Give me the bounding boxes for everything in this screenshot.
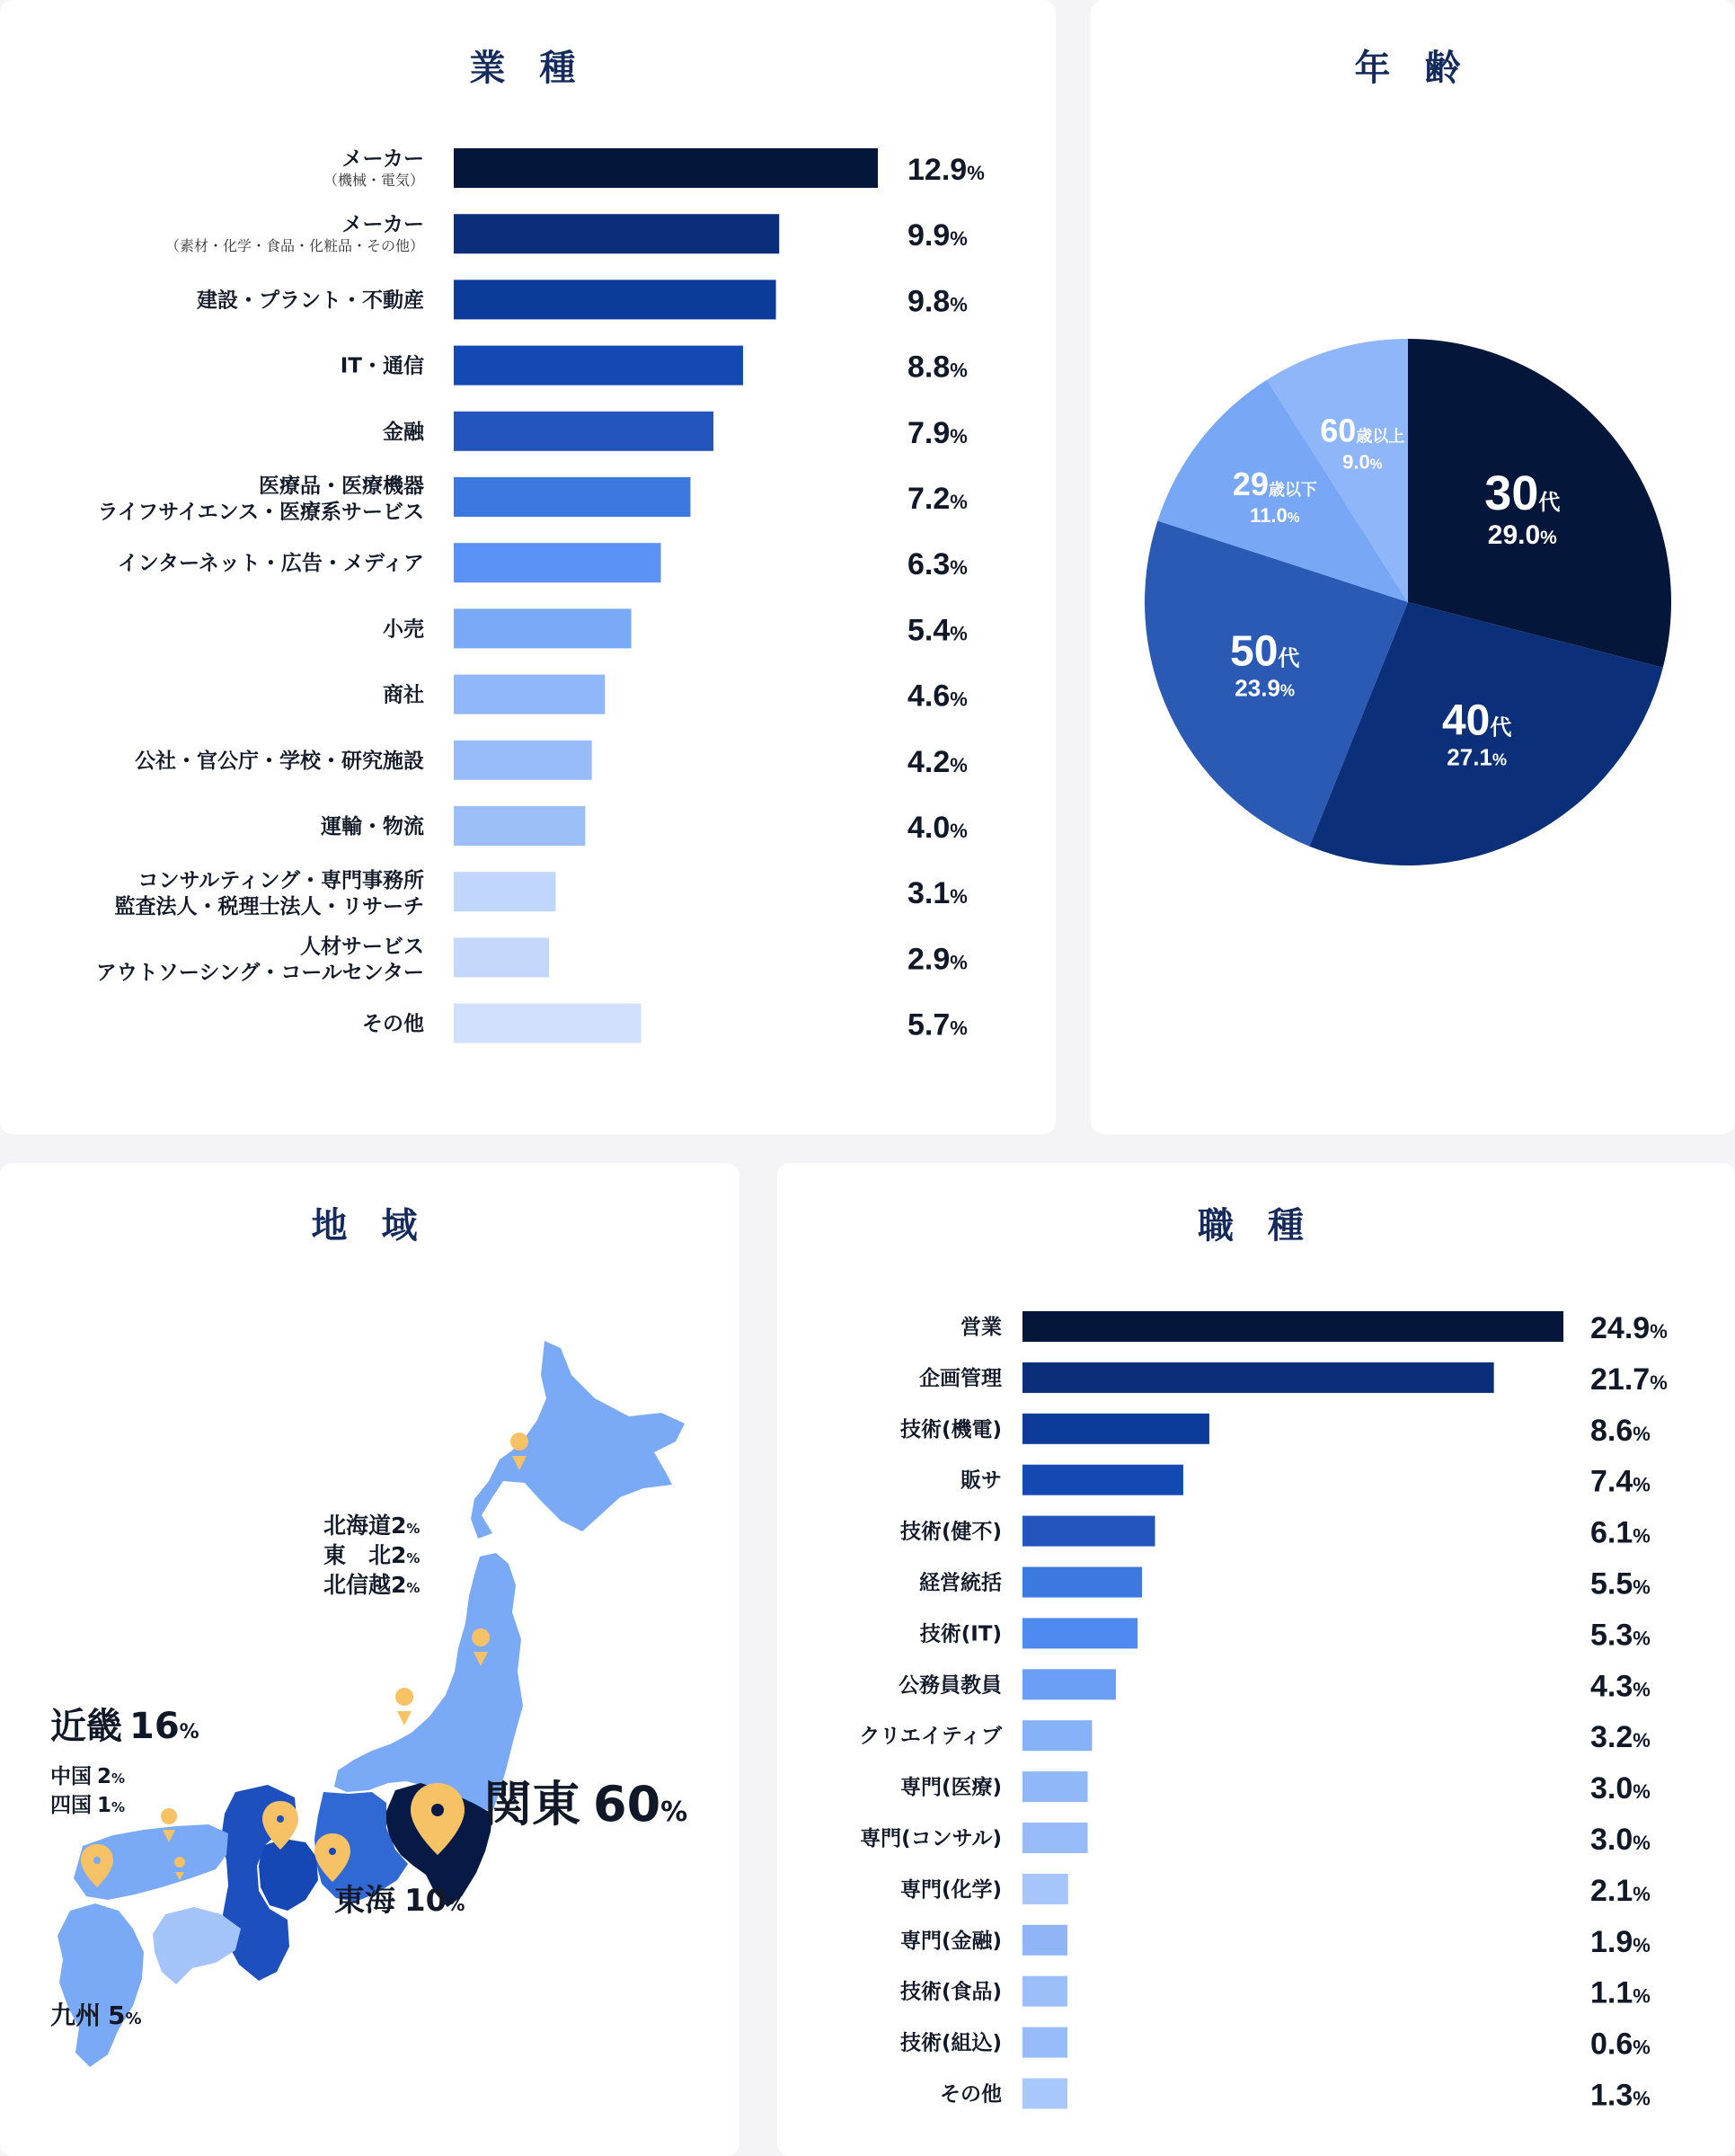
job-bar-value: 2.1% [1590, 1873, 1651, 1908]
industry-bar-value: 8.8% [907, 350, 968, 385]
label-tohoku: 東 北2% [323, 1542, 420, 1568]
job-bar-value: 24.9% [1590, 1311, 1668, 1345]
industry-bar-label: インターネット・広告・メディア [117, 552, 424, 576]
industry-bar-value: 9.8% [907, 284, 968, 319]
label-kanto: 関東 60% [483, 1776, 688, 1832]
age-slice-value: 11.0% [1250, 504, 1300, 528]
label-hokkaido: 北海道2% [323, 1513, 420, 1539]
job-bar [1022, 2027, 1067, 2058]
job-bar [1022, 1925, 1067, 1956]
job-bar-value: 8.6% [1590, 1413, 1651, 1448]
industry-bar [454, 675, 605, 714]
industry-bar-label: 商社 [383, 683, 424, 707]
age-slice-label: 50代 [1230, 627, 1300, 676]
pin-kinki-dot [277, 1815, 284, 1823]
industry-bar-label: IT・通信 [340, 354, 424, 378]
pin-kyushu-dot [93, 1857, 101, 1864]
job-bar [1022, 1311, 1563, 1342]
job-bar-value: 5.3% [1590, 1618, 1651, 1653]
job-bar-label: 技術(組込) [899, 2031, 1002, 2055]
job-bar-value: 21.7% [1590, 1362, 1668, 1397]
age-slice-value: 9.0% [1342, 450, 1383, 474]
region-title: 地 域 [311, 1205, 429, 1247]
industry-bar [454, 872, 555, 911]
label-kinki: 近畿 16% [50, 1706, 199, 1747]
job-bar-value: 0.6% [1590, 2027, 1651, 2062]
age-slice-value: 27.1% [1447, 743, 1508, 771]
job-bar [1022, 1618, 1137, 1648]
industry-bar-value: 3.1% [907, 876, 968, 911]
job-bar [1022, 2079, 1067, 2109]
label-kyushu: 九州 5% [50, 2001, 142, 2030]
industry-bar [454, 477, 690, 517]
industry-bar-value: 5.4% [907, 613, 968, 648]
industry-title: 業 種 [469, 48, 587, 89]
industry-bar-value: 12.9% [907, 153, 985, 187]
job-bar-label: 専門(化学) [899, 1877, 1002, 1902]
industry-bar-label: コンサルティング・専門事務所 [137, 869, 424, 893]
job-bar-value: 3.0% [1590, 1771, 1651, 1806]
industry-bar-label: 人材サービス [300, 935, 424, 959]
job-bar-label: その他 [940, 2082, 1002, 2107]
industry-bar [454, 412, 713, 451]
job-bar [1022, 1669, 1116, 1699]
job-bar-label: 技術(食品) [899, 1980, 1002, 2004]
industry-bar-label: メーカー [341, 147, 424, 171]
job-bar [1022, 1516, 1155, 1547]
industry-bar-label: 建設・プラント・不動産 [197, 288, 424, 313]
industry-bar-value: 2.9% [907, 942, 968, 977]
industry-bar [454, 214, 779, 253]
job-bar [1022, 1771, 1088, 1802]
job-bar-label: 技術(IT) [919, 1622, 1002, 1646]
job-bar-label: 公務員教員 [898, 1673, 1002, 1698]
job-bar-value: 3.0% [1590, 1823, 1651, 1857]
industry-bar-sublabel: （素材・化学・食品・化粧品・その他） [164, 237, 424, 255]
industry-bar [454, 741, 592, 780]
industry-bar [454, 937, 549, 977]
job-bar [1022, 1823, 1088, 1853]
job-bar [1022, 1720, 1092, 1751]
job-bar-value: 1.9% [1590, 1924, 1651, 1959]
job-bar-value: 1.1% [1590, 1975, 1651, 2010]
label-shikoku: 四国 1% [50, 1794, 126, 1817]
industry-bar-sublabel: （機械・電気） [323, 172, 424, 189]
job-bar-label: 専門(医療) [899, 1776, 1002, 1800]
age-slice-label: 60歳以上 [1320, 412, 1405, 449]
map-hokkaido [471, 1341, 685, 1539]
pin-kanto-dot [431, 1804, 444, 1816]
industry-bar [454, 608, 632, 648]
job-bar [1022, 1976, 1067, 2007]
industry-bar-label-line2: 監査法人・税理士法人・リサーチ [114, 895, 424, 919]
industry-bar [454, 148, 878, 188]
age-panel [1091, 0, 1735, 1134]
age-slice-label: 40代 [1441, 696, 1512, 745]
industry-bar-label: 医療品・医療機器 [259, 475, 424, 498]
industry-bar [454, 1004, 642, 1043]
industry-bar-value: 4.0% [907, 811, 968, 845]
job-bar-value: 1.3% [1590, 2078, 1651, 2113]
job-bar-label: 専門(金融) [899, 1929, 1002, 1953]
job-panel [777, 1163, 1735, 2156]
job-bar [1022, 1362, 1494, 1393]
industry-bar [454, 279, 776, 319]
industry-bar-label-line2: アウトソーシング・コールセンター [95, 961, 424, 985]
map-tokai-west [259, 1839, 318, 1911]
industry-bar-value: 4.2% [907, 744, 968, 779]
region-panel [0, 1163, 739, 2156]
age-slice-value: 23.9% [1235, 674, 1296, 702]
industry-bar [454, 543, 661, 582]
job-bar [1022, 1567, 1142, 1598]
job-bar-chart [777, 1163, 1735, 2156]
job-bar-value: 4.3% [1590, 1669, 1651, 1704]
industry-bar [454, 346, 743, 386]
job-bar [1022, 1414, 1209, 1444]
job-bar-label: 技術(健不) [899, 1520, 1002, 1544]
industry-bar-label: 小売 [383, 617, 424, 642]
age-slice-label: 29歳以下 [1232, 466, 1317, 503]
industry-bar-label: 運輸・物流 [321, 815, 424, 838]
japan-map [0, 1163, 739, 2156]
age-title: 年 齢 [1354, 48, 1472, 89]
industry-bar-value: 4.6% [907, 679, 968, 714]
job-bar-label: 企画管理 [919, 1366, 1002, 1390]
job-bar-label: クリエイティブ [859, 1725, 1002, 1749]
industry-bar-chart [0, 0, 1056, 1134]
job-bar-value: 7.4% [1590, 1464, 1651, 1499]
industry-bar-value: 6.3% [907, 547, 968, 582]
job-bar [1022, 1465, 1183, 1495]
label-hokushinetsu: 北信越2% [323, 1572, 420, 1598]
industry-bar-label-line2: ライフサイエンス・医療系サービス [97, 501, 424, 524]
age-slice-label: 30代 [1484, 466, 1561, 521]
label-chugoku: 中国 2% [50, 1765, 126, 1788]
label-tokai: 東海 10% [334, 1883, 465, 1919]
map-kyushu [58, 1903, 144, 2067]
job-bar [1022, 1874, 1068, 1904]
job-bar-value: 6.1% [1590, 1515, 1651, 1550]
job-bar-label: 販サ [960, 1468, 1002, 1493]
job-title: 職 種 [1198, 1205, 1315, 1247]
industry-bar-value: 7.9% [907, 415, 968, 450]
job-bar-value: 3.2% [1590, 1720, 1651, 1755]
job-bar-label: 専門(コンサル) [860, 1827, 1002, 1850]
job-bar-label: 技術(機電) [899, 1417, 1002, 1442]
job-bar-label: 経営統括 [919, 1571, 1002, 1595]
job-bar-label: 営業 [960, 1316, 1002, 1339]
industry-bar-label: 公社・官公庁・学校・研究施設 [135, 749, 424, 773]
age-slice-value: 29.0% [1487, 520, 1557, 551]
pin-hokushinetsu [395, 1688, 413, 1726]
industry-bar-value: 9.9% [907, 218, 968, 253]
industry-bar-label: メーカー [341, 213, 424, 237]
industry-bar-value: 7.2% [907, 482, 968, 516]
age-pie-chart [1091, 0, 1735, 1134]
industry-bar-value: 5.7% [907, 1007, 968, 1043]
industry-panel [0, 0, 1056, 1134]
industry-bar-label: 金融 [383, 420, 424, 444]
pin-tokai-dot [329, 1848, 336, 1855]
industry-bar [454, 806, 585, 846]
industry-bar-label: その他 [362, 1012, 424, 1036]
job-bar-value: 5.5% [1590, 1566, 1651, 1601]
